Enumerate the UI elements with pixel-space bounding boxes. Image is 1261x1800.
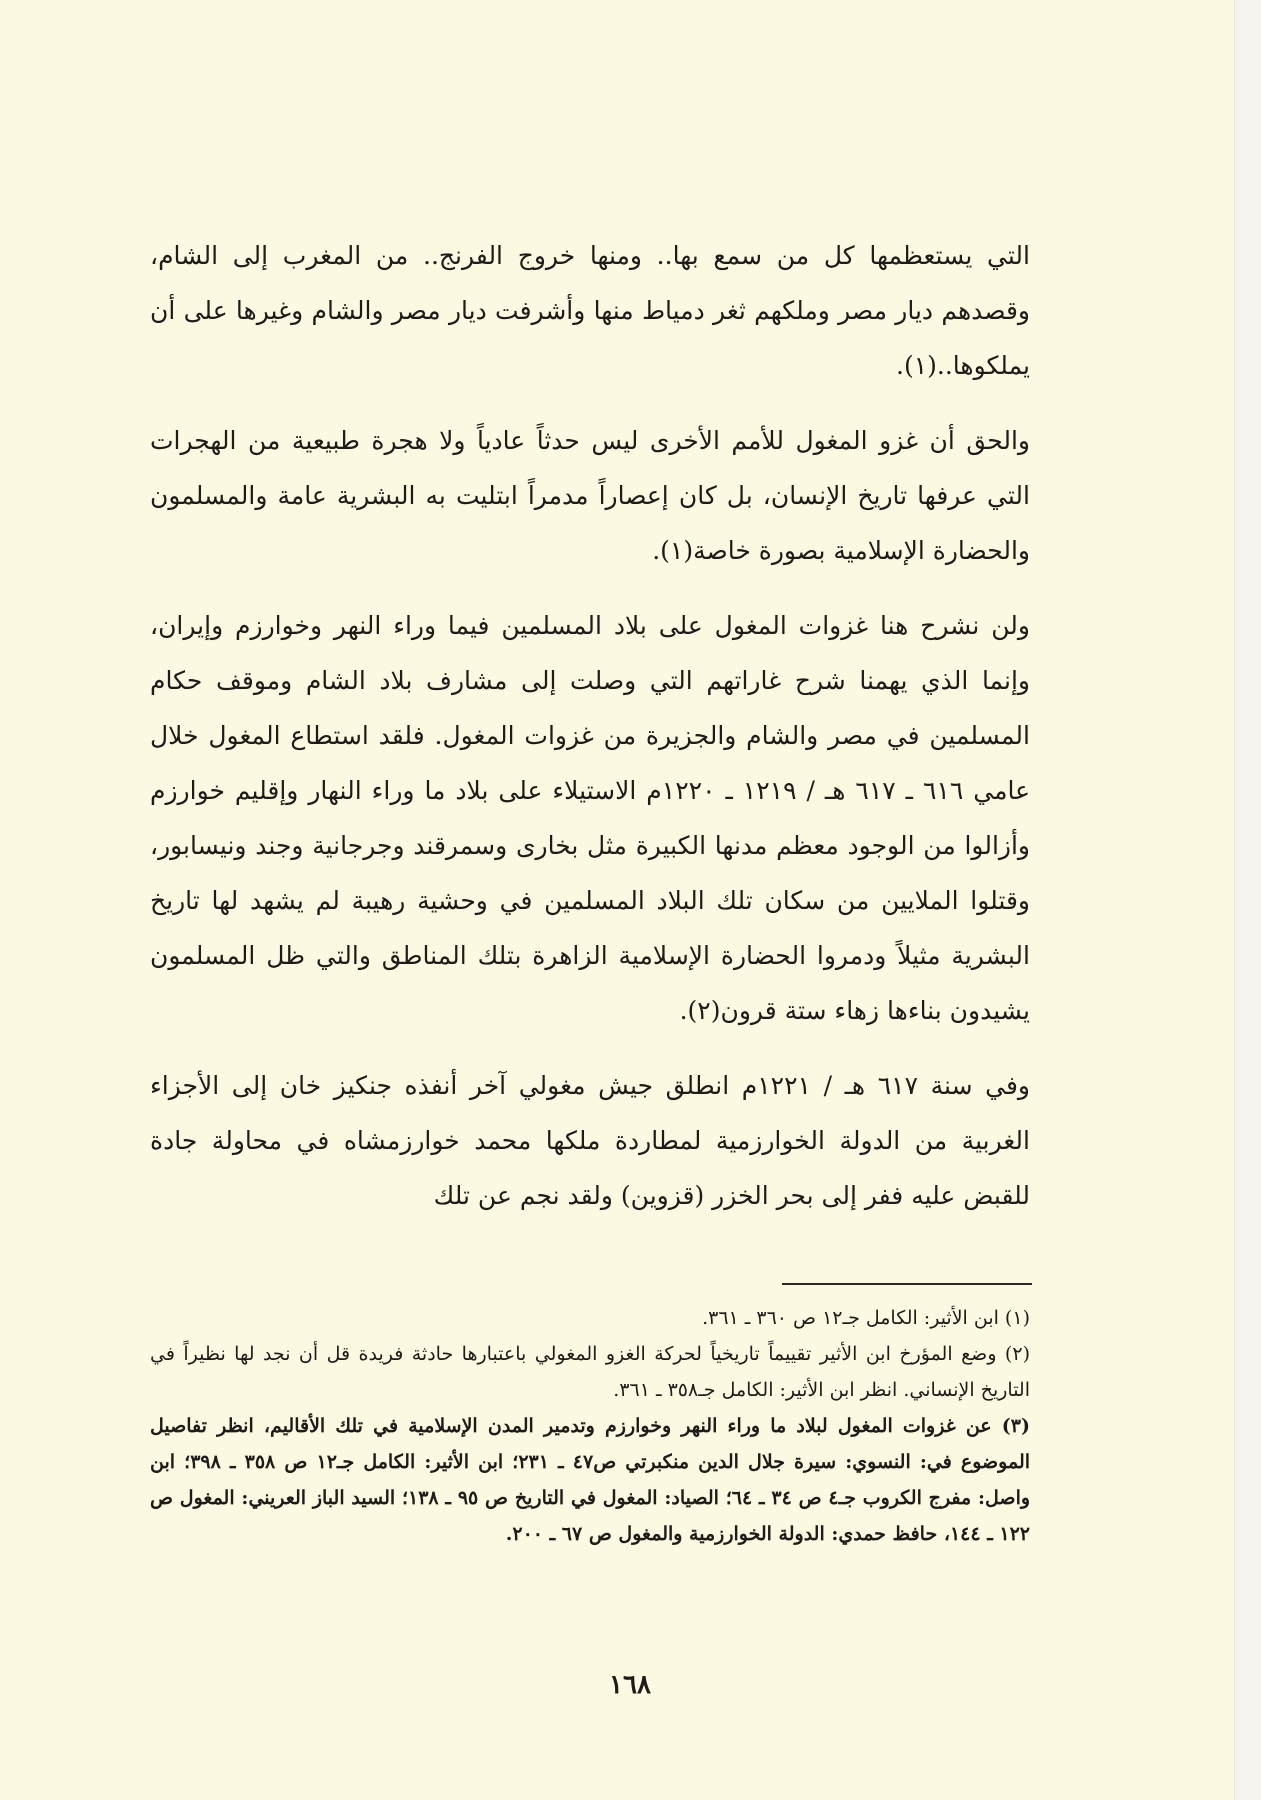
footnote-2: (٢) وضع المؤرخ ابن الأثير تقييماً تاريخياً لحركة الغزو المغولي باعتبارها حادثة فريدة قل أن نجد لها نظيراً في التاريخ الإنساني. انظر ابن الأثير: الكامل جـ٣٥٨ ـ ٣٦١. — [150, 1343, 1030, 1401]
paragraph-3: ولن نشرح هنا غزوات المغول على بلاد المسلمين فيما وراء النهر وخوارزم وإيران، وإنما الذي يهمنا شرح غاراتهم التي وصلت إلى مشارف بلاد الشام وموقف حكام المسلمين في مصر والشام والجزيرة من غزوات المغول. فلقد استطاع المغول خلال عامي ٦١٦ ـ ٦١٧ هـ / ١٢١٩ ـ ١٢٢٠م الاستيلاء على بلاد ما وراء النهار وإقليم خوارزم وأزالوا من الوجود معظم مدنها الكبيرة مثل بخارى وسمرقند وجرجانية وجند ونيسابور، وقتلوا الملايين من سكان تلك البلاد المسلمين في وحشية رهيبة لم يشهد لها تاريخ البشرية مثيلاً ودمروا الحضارة الإسلامية الزاهرة بتلك المناطق والتي ظل المسلمون يشيدون بناءها زهاء ستة قرون(٢). — [150, 611, 1031, 1025]
page-number: ١٦٨ — [609, 1670, 651, 1700]
main-text — [150, 228, 1030, 1223]
paragraph-2: والحق أن غزو المغول للأمم الأخرى ليس حدثاً عادياً ولا هجرة طبيعية من الهجرات التي عرفها تاريخ الإنسان، بل كان إعصاراً مدمراً ابتليت به البشرية عامة والمسلمون والحضارة الإسلامية بصورة خاصة(١). — [150, 426, 1030, 565]
paragraph-4: وفي سنة ٦١٧ هـ / ١٢٢١م انطلق جيش مغولي آخر أنفذه جنكيز خان إلى الأجزاء الغربية من الدولة الخوارزمية لمطاردة ملكها محمد خوارزمشاه في محاولة جادة للقبض عليه ففر إلى بحر الخزر (قزوين) ولقد نجم عن تلك — [150, 1071, 1030, 1210]
footnote-3: (٣) عن غزوات المغول لبلاد ما وراء النهر وخوارزم وتدمير المدن الإسلامية في تلك الأقاليم، انظر تفاصيل الموضوع في: النسوي: سيرة جلال الدين منكبرتي ص٤٧ ـ ٢٣١؛ ابن الأثير: الكامل جـ١٢ ص ٣٥٨ ـ ٣٩٨؛ ابن واصل: مفرج الكروب جـ٤ ص ٣٤ ـ ٦٤؛ الصياد: المغول في التاريخ ص ٩٥ ـ ١٣٨؛ السيد الباز العريني: المغول ص ١٢٢ ـ ١٤٤، حافظ حمدي: الدولة الخوارزمية والمغول ص ٦٧ ـ ٢٠٠. — [150, 1415, 1031, 1545]
paragraph-1: التي يستعظمها كل من سمع بها.. ومنها خروج الفرنج.. من المغرب إلى الشام، وقصدهم ديار مصر وملكهم ثغر دمياط منها وأشرفت ديار مصر والشام وغيرها على أن يملكوها..(١). — [150, 241, 1030, 380]
page-edge — [1234, 0, 1261, 1800]
footnote-1: (١) ابن الأثير: الكامل جـ١٢ ص ٣٦٠ ـ ٣٦١. — [702, 1307, 1030, 1329]
footnotes — [150, 1300, 1030, 1552]
footnote-separator — [782, 1283, 1032, 1285]
